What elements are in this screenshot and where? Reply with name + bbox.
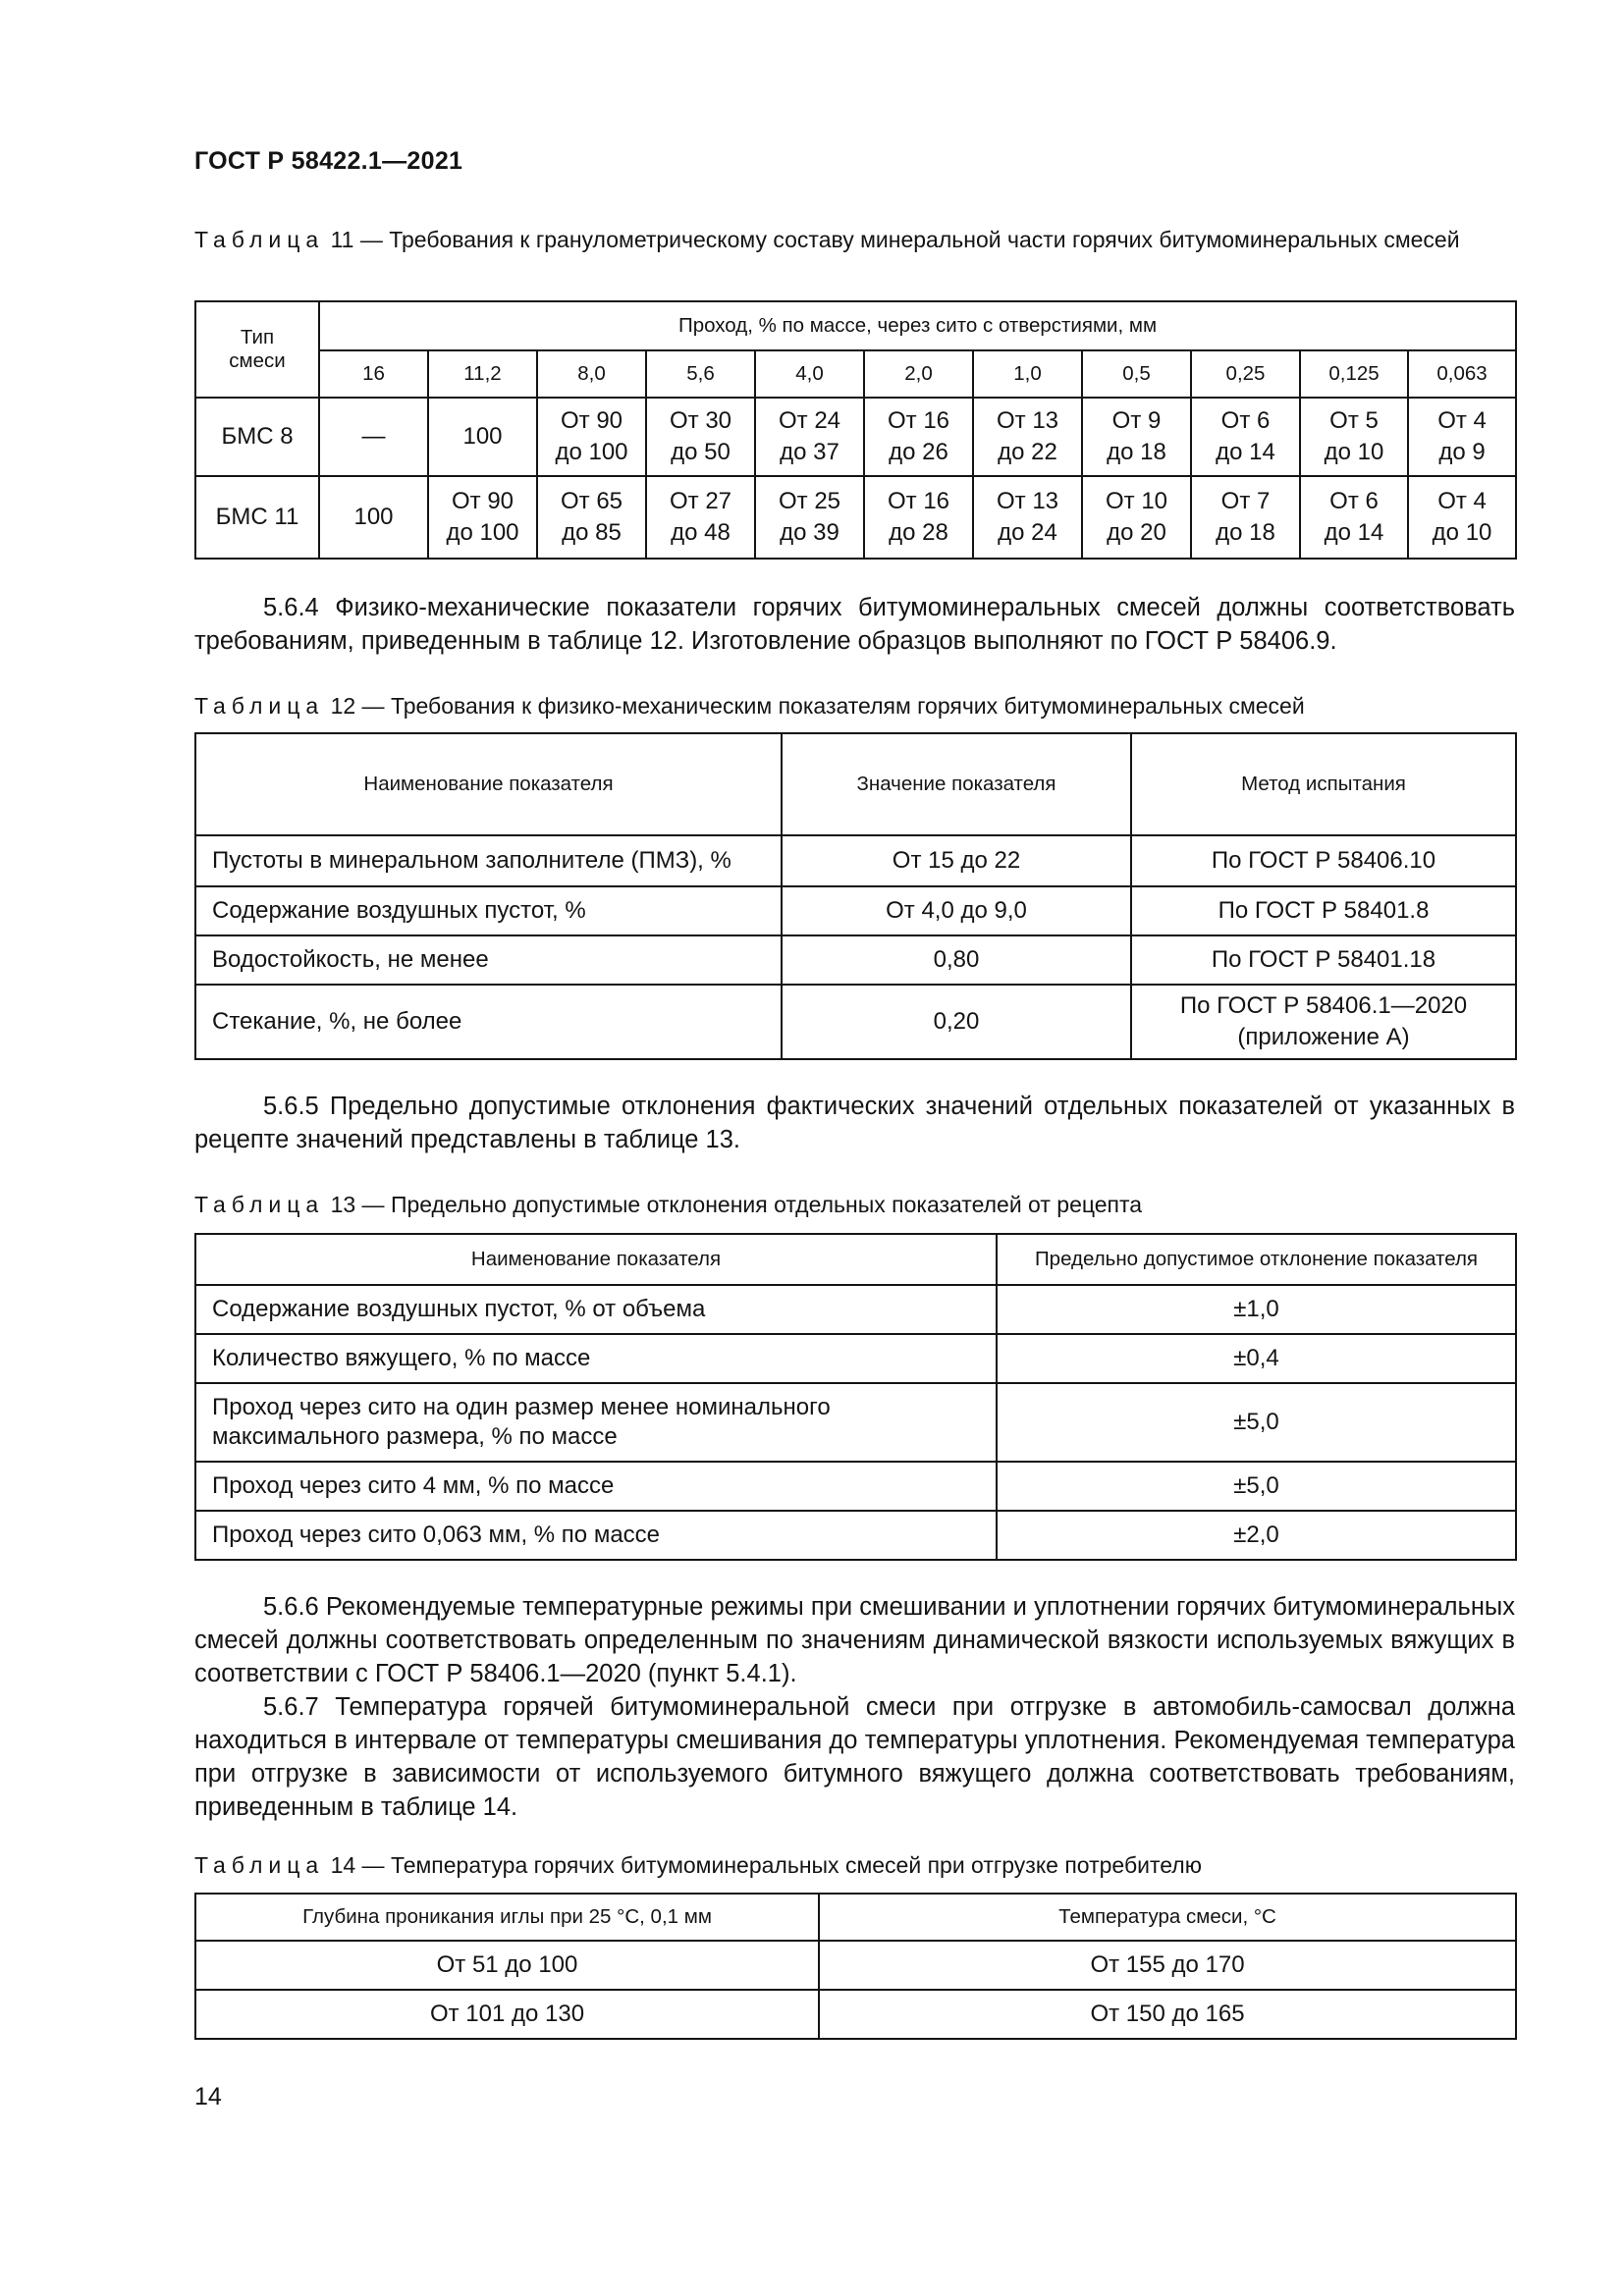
table-row — [195, 1285, 1516, 1334]
sieve-size-header: 0,25 — [1191, 350, 1300, 398]
cell-line: до 14 — [1324, 519, 1384, 546]
cell-line: От 4 — [1437, 488, 1487, 514]
test-method-cell: По ГОСТ Р 58406.1—2020 (приложение А) — [1131, 985, 1516, 1059]
table-row — [195, 1462, 1516, 1511]
table-row — [195, 935, 1516, 985]
document-header: ГОСТ Р 58422.1—2021 — [194, 147, 463, 175]
table-14-caption — [194, 1849, 1515, 1881]
column-header-penetration: Глубина проникания иглы при 25 °C, 0,1 мм — [195, 1894, 819, 1941]
cell-line: От 5 — [1329, 407, 1379, 434]
paragraph-5-6-5 — [194, 1090, 1515, 1156]
table-row — [195, 1383, 1516, 1462]
table-row — [195, 1941, 1516, 1990]
paragraph-text: 5.6.5 Предельно допустимые отклонения фактических значений отдельных показателей от указанных в рецепте значений представлены в таблице 13. — [194, 1093, 1515, 1153]
table-13-caption — [194, 1189, 1515, 1220]
cell-line: От 30 — [669, 407, 732, 434]
table-row — [195, 1990, 1516, 2039]
temperature-range-cell: От 150 до 165 — [819, 1990, 1516, 2039]
pass-percentage-cell — [1300, 398, 1408, 476]
sieve-size-header: 11,2 — [428, 350, 537, 398]
cell-line: От 24 — [778, 407, 841, 434]
pass-percentage-cell — [1408, 476, 1516, 559]
penetration-range-cell: От 51 до 100 — [195, 1941, 819, 1990]
test-method-cell: По ГОСТ Р 58401.18 — [1131, 935, 1516, 985]
table-13 — [194, 1233, 1517, 1561]
caption-prefix: Таблица — [194, 693, 325, 719]
paragraph-5-6-4 — [194, 591, 1515, 658]
pass-percentage-cell — [973, 476, 1082, 559]
cell-line: От 9 — [1111, 407, 1162, 434]
pass-percentage-cell — [1082, 398, 1191, 476]
pass-percentage-cell — [973, 398, 1082, 476]
cell-line: до 26 — [889, 439, 948, 465]
pass-percentage-cell — [319, 398, 428, 476]
test-method-cell: По ГОСТ Р 58406.10 — [1131, 835, 1516, 886]
pass-percentage-cell — [537, 476, 646, 559]
type-header-line: Тип — [240, 326, 275, 348]
deviation-value-cell: ±1,0 — [997, 1285, 1516, 1334]
sieve-size-header: 5,6 — [646, 350, 755, 398]
sieve-group-header: Проход, % по массе, через сито с отверстиями, мм — [319, 301, 1516, 350]
cell-line: до 50 — [671, 439, 731, 465]
penetration-range-cell: От 101 до 130 — [195, 1990, 819, 2039]
temperature-range-cell: От 155 до 170 — [819, 1941, 1516, 1990]
column-header-indicator: Наименование показателя — [195, 733, 782, 835]
table-11 — [194, 300, 1517, 560]
pass-percentage-cell — [1191, 398, 1300, 476]
sieve-size-header: 1,0 — [973, 350, 1082, 398]
pass-percentage-cell — [1300, 476, 1408, 559]
table-row — [195, 886, 1516, 935]
indicator-name-cell: Пустоты в минеральном заполнителе (ПМЗ), % — [195, 835, 782, 886]
page-number: 14 — [194, 2083, 222, 2110]
caption-text: 13 — Предельно допустимые отклонения отдельных показателей от рецепта — [324, 1192, 1143, 1217]
column-header-method: Метод испытания — [1131, 733, 1516, 835]
pass-percentage-cell — [537, 398, 646, 476]
table-row — [195, 1511, 1516, 1560]
cell-line: до 14 — [1216, 439, 1275, 465]
table-row — [195, 835, 1516, 886]
table-row — [195, 476, 1516, 559]
indicator-value-cell: От 15 до 22 — [782, 835, 1131, 886]
cell-line: От 16 — [887, 407, 950, 434]
deviation-value-cell: ±2,0 — [997, 1511, 1516, 1560]
cell-line: до 22 — [998, 439, 1057, 465]
cell-line: до 18 — [1107, 439, 1166, 465]
indicator-value-cell: От 4,0 до 9,0 — [782, 886, 1131, 935]
column-header-temperature: Температура смеси, °C — [819, 1894, 1516, 1941]
pass-percentage-cell — [646, 476, 755, 559]
cell-line: — — [361, 423, 386, 450]
indicator-name-cell: Водостойкость, не менее — [195, 935, 782, 985]
caption-text: 11 — Требования к гранулометрическому составу минеральной части горячих битумоминеральных смесей — [324, 227, 1460, 252]
indicator-name-cell: Проход через сито 4 мм, % по массе — [195, 1462, 997, 1511]
deviation-value-cell: ±5,0 — [997, 1383, 1516, 1462]
cell-line: От 10 — [1105, 488, 1168, 514]
pass-percentage-cell — [319, 476, 428, 559]
sieve-size-header: 0,063 — [1408, 350, 1516, 398]
cell-line: до 28 — [889, 519, 948, 546]
cell-line: От 7 — [1220, 488, 1271, 514]
sieve-size-header: 16 — [319, 350, 428, 398]
table-row — [195, 985, 1516, 1059]
pass-percentage-cell — [864, 476, 973, 559]
column-header-deviation: Предельно допустимое отклонение показателя — [997, 1234, 1516, 1285]
cell-line: От 6 — [1220, 407, 1271, 434]
indicator-name-cell: Проход через сито 0,063 мм, % по массе — [195, 1511, 997, 1560]
indicator-value-cell: 0,80 — [782, 935, 1131, 985]
caption-text: 14 — Температура горячих битумоминеральных смесей при отгрузке потребителю — [324, 1852, 1202, 1878]
cell-line: От 25 — [778, 488, 841, 514]
cell-line: 100 — [462, 423, 503, 450]
sieve-size-header: 8,0 — [537, 350, 646, 398]
mix-type-cell: БМС 8 — [195, 398, 319, 476]
cell-line: до 9 — [1438, 439, 1486, 465]
sieve-size-header: 0,125 — [1300, 350, 1408, 398]
cell-line: От 13 — [996, 407, 1059, 434]
type-header-line: смеси — [229, 349, 286, 372]
table-row — [195, 1334, 1516, 1383]
paragraph-5-6-6: 5.6.6 Рекомендуемые температурные режимы при смешивании и уплотнении горячих битумоминеральных смесей должны соответствовать определенным по значениям динамической вязкости используемых вяжущих в соответствии с ГОСТ Р 58406.1—2020 (пункт 5.4.1). — [194, 1593, 1515, 1687]
indicator-value-cell: 0,20 — [782, 985, 1131, 1059]
cell-line: От 16 — [887, 488, 950, 514]
cell-line: до 18 — [1216, 519, 1275, 546]
cell-line: От 27 — [669, 488, 732, 514]
cell-line: до 100 — [446, 519, 519, 546]
cell-line: От 6 — [1329, 488, 1379, 514]
table-11-caption — [194, 224, 1515, 255]
table-row — [195, 398, 1516, 476]
indicator-name-cell: Проход через сито на один размер менее номинального максимального размера, % по массе — [195, 1383, 997, 1462]
table-14 — [194, 1893, 1517, 2040]
pass-percentage-cell — [755, 476, 864, 559]
sieve-size-header: 4,0 — [755, 350, 864, 398]
pass-percentage-cell — [1408, 398, 1516, 476]
paragraph-text: 5.6.4 Физико-механические показатели горячих битумоминеральных смесей должны соответствовать требованиям, приведенным в таблице 12. Изготовление образцов выполняют по ГОСТ Р 58406.9. — [194, 594, 1515, 655]
cell-line: От 13 — [996, 488, 1059, 514]
pass-percentage-cell — [1191, 476, 1300, 559]
cell-line: до 48 — [671, 519, 731, 546]
column-header-indicator: Наименование показателя — [195, 1234, 997, 1285]
paragraph-5-6-7: 5.6.7 Температура горячей битумоминеральной смеси при отгрузке в автомобиль-самосвал должна находиться в интервале от температуры смешивания до температуры уплотнения. Рекомендуемая температура при отгрузке в зависимости от используемого битумного вяжущего должна соответствовать требованиям, приведенным в таблице 14. — [194, 1693, 1515, 1821]
caption-text: 12 — Требования к физико-механическим показателям горячих битумоминеральных смесей — [324, 693, 1305, 719]
sieve-size-header: 2,0 — [864, 350, 973, 398]
pass-percentage-cell — [755, 398, 864, 476]
cell-line: до 20 — [1107, 519, 1166, 546]
cell-line: От 65 — [560, 488, 623, 514]
cell-line: до 10 — [1324, 439, 1384, 465]
caption-prefix: Таблица — [194, 227, 325, 252]
indicator-name-cell: Содержание воздушных пустот, % — [195, 886, 782, 935]
cell-line: до 85 — [562, 519, 622, 546]
deviation-value-cell: ±5,0 — [997, 1462, 1516, 1511]
pass-percentage-cell — [1082, 476, 1191, 559]
mix-type-cell: БМС 11 — [195, 476, 319, 559]
cell-line: до 10 — [1432, 519, 1492, 546]
indicator-name-cell: Стекание, %, не более — [195, 985, 782, 1059]
caption-prefix: Таблица — [194, 1852, 325, 1878]
test-method-cell: По ГОСТ Р 58401.8 — [1131, 886, 1516, 935]
pass-percentage-cell — [864, 398, 973, 476]
indicator-name-cell: Содержание воздушных пустот, % от объема — [195, 1285, 997, 1334]
column-header-value: Значение показателя — [782, 733, 1131, 835]
cell-line: до 100 — [555, 439, 628, 465]
deviation-value-cell: ±0,4 — [997, 1334, 1516, 1383]
pass-percentage-cell — [646, 398, 755, 476]
cell-line: до 39 — [780, 519, 839, 546]
table-12 — [194, 732, 1517, 1060]
caption-prefix: Таблица — [194, 1192, 325, 1217]
indicator-name-cell: Количество вяжущего, % по массе — [195, 1334, 997, 1383]
pass-percentage-cell — [428, 398, 537, 476]
type-column-header — [195, 301, 319, 398]
pass-percentage-cell — [428, 476, 537, 559]
paragraphs-5-6-6-and-5-6-7 — [194, 1590, 1515, 1824]
cell-line: От 4 — [1437, 407, 1487, 434]
cell-line: От 90 — [451, 488, 514, 514]
table-12-caption — [194, 690, 1515, 721]
cell-line: 100 — [353, 504, 394, 530]
sieve-size-header: 0,5 — [1082, 350, 1191, 398]
cell-line: до 24 — [998, 519, 1057, 546]
cell-line: От 90 — [560, 407, 623, 434]
cell-line: до 37 — [780, 439, 839, 465]
